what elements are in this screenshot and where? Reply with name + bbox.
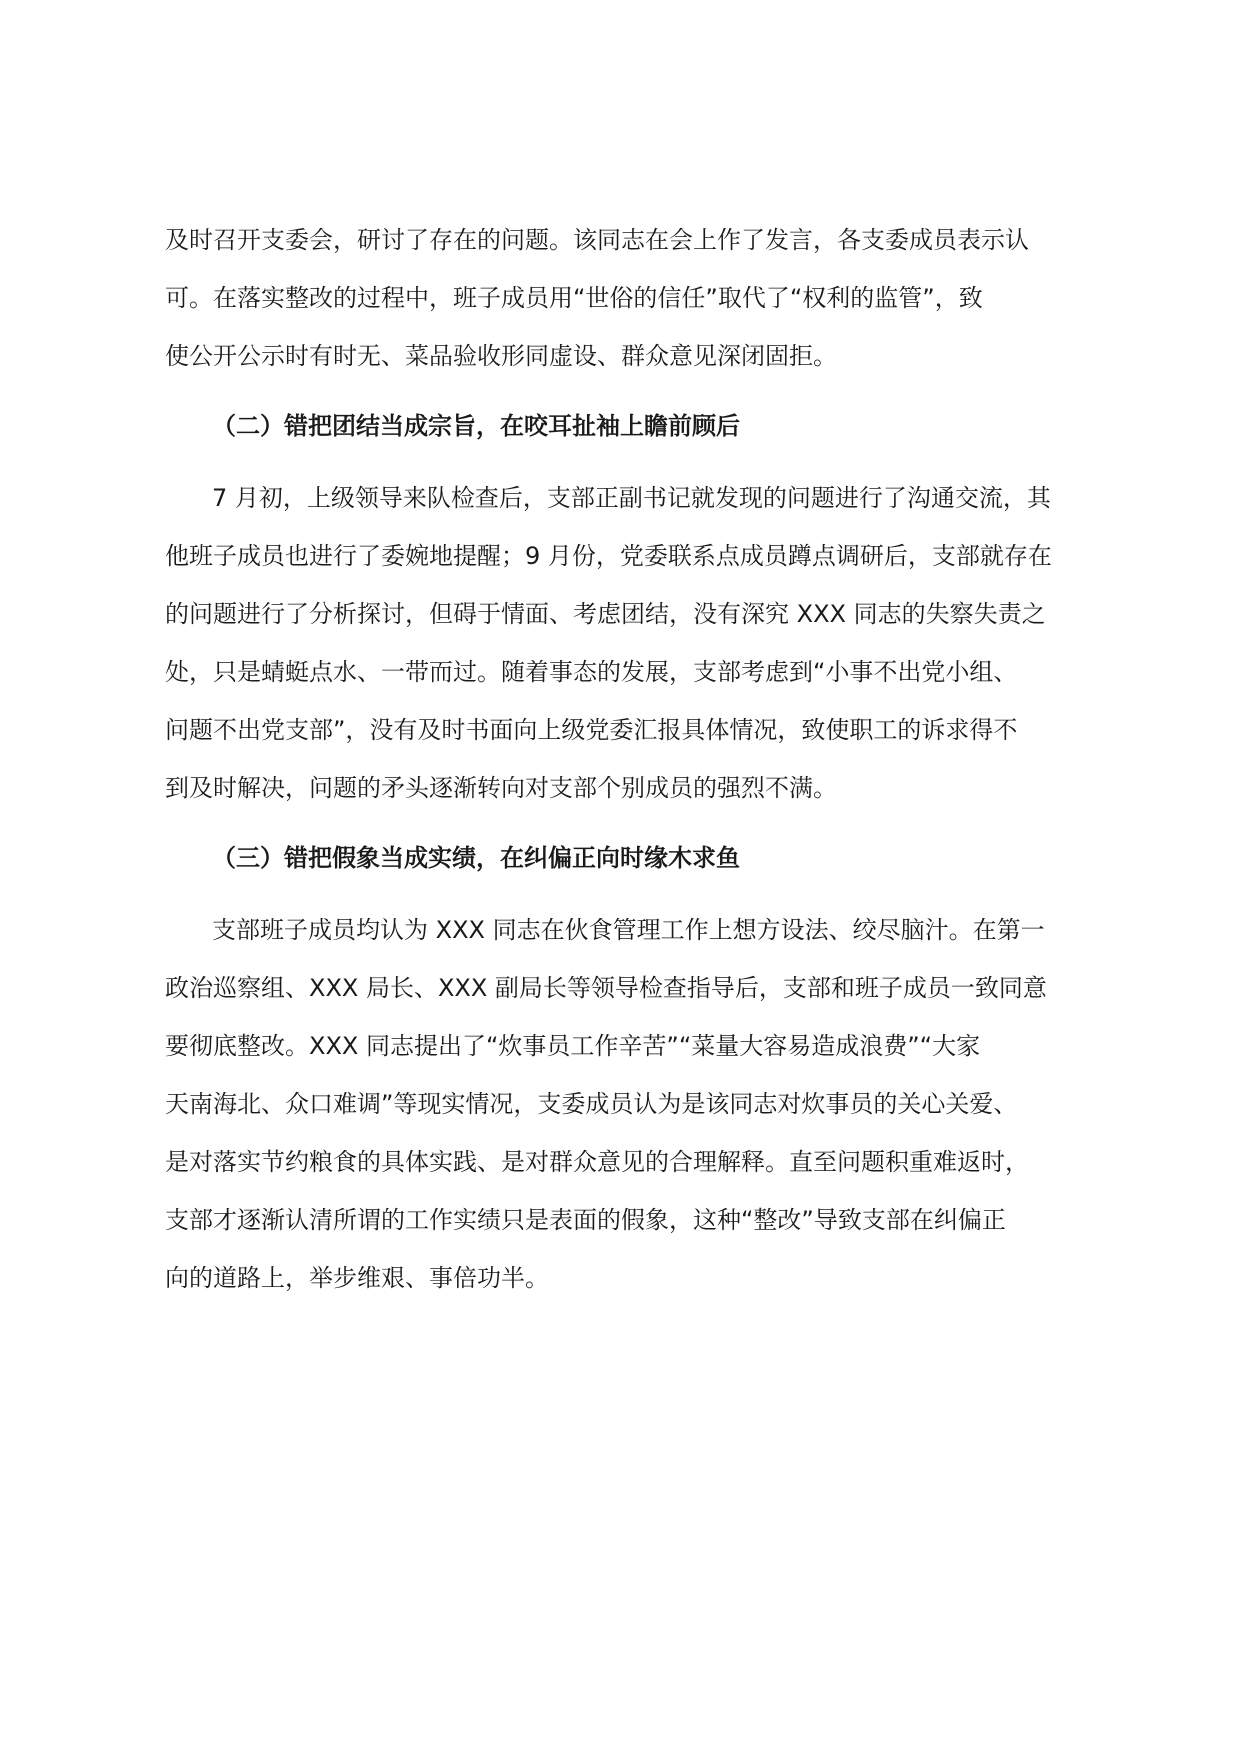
paragraph-line: 及时召开支委会，研讨了存在的问题。该同志在会上作了发言，各支委成员表示认 [165,226,1029,254]
paragraph-line: 可。在落实整改的过程中，班子成员用“世俗的信任”取代了“权利的监管”，致 [165,284,983,312]
paragraph-line: 到及时解决，问题的矛头逐渐转向对支部个别成员的强烈不满。 [165,774,837,802]
paragraph-line: 他班子成员也进行了委婉地提醒；9 月份，党委联系点成员蹲点调研后，支部就存在 [165,542,1052,570]
paragraph-line: 问题不出党支部”，没有及时书面向上级党委汇报具体情况，致使职工的诉求得不 [165,716,1018,744]
paragraph-line: 向的道路上，举步维艰、事倍功半。 [165,1264,549,1292]
paragraph-line: 天南海北、众口难调”等现实情况，支委成员认为是该同志对炊事员的关心关爱、 [165,1090,1018,1118]
paragraph-line: 要彻底整改。XXX 同志提出了“炊事员工作辛苦”“菜量大容易造成浪费”“大家 [165,1032,981,1060]
paragraph-line: 支部才逐渐认清所谓的工作实绩只是表面的假象，这种“整改”导致支部在纠偏正 [165,1206,1006,1234]
paragraph-line: 的问题进行了分析探讨，但碍于情面、考虑团结，没有深究 XXX 同志的失察失责之 [165,600,1046,628]
paragraph-line: 使公开公示时有时无、菜品验收形同虚设、群众意见深闭固拒。 [165,342,837,370]
section-heading-3: （三）错把假象当成实绩，在纠偏正向时缘木求鱼 [212,844,740,872]
paragraph-line: 处，只是蜻蜓点水、一带而过。随着事态的发展，支部考虑到“小事不出党小组、 [165,658,1018,686]
paragraph-line: 政治巡察组、XXX 局长、XXX 副局长等领导检查指导后，支部和班子成员一致同意 [165,974,1047,1002]
paragraph-line: 是对落实节约粮食的具体实践、是对群众意见的合理解释。直至问题积重难返时， [165,1148,1029,1176]
section-heading-2: （二）错把团结当成宗旨，在咬耳扯袖上瞻前顾后 [212,412,740,440]
paragraph-line: 7 月初，上级领导来队检查后，支部正副书记就发现的问题进行了沟通交流，其 [212,484,1051,512]
paragraph-line: 支部班子成员均认为 XXX 同志在伙食管理工作上想方设法、绞尽脑汁。在第一 [212,916,1045,944]
